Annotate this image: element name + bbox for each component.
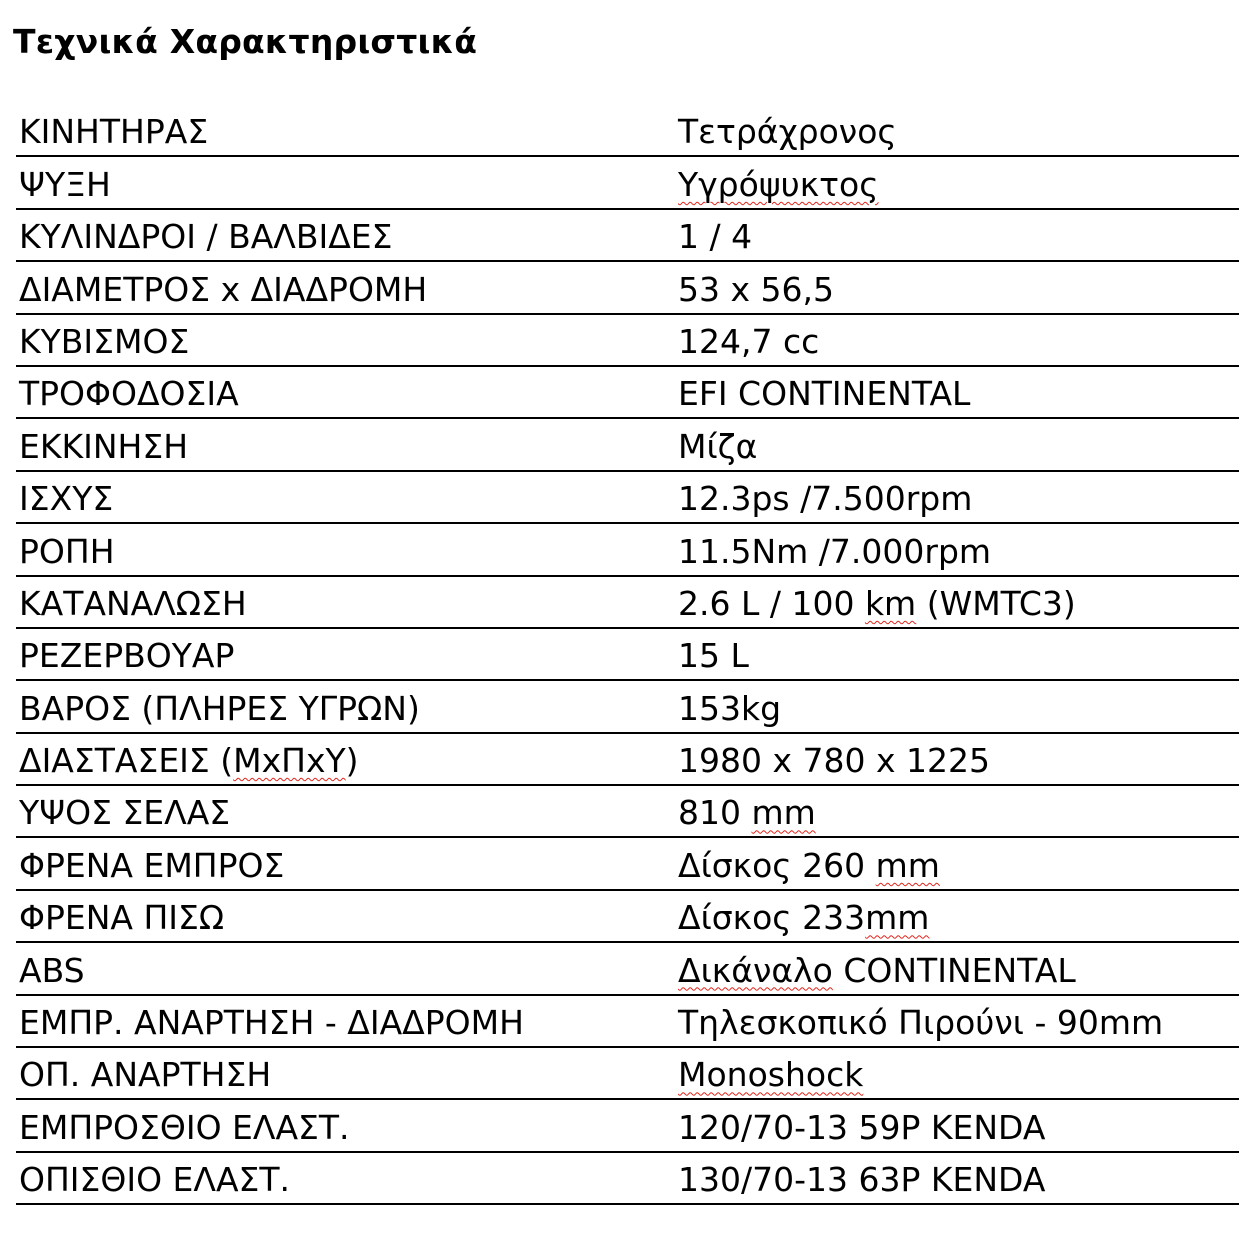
text-segment: 2.6 L / 100	[678, 583, 865, 623]
text-segment: EFI CONTINENTAL	[678, 374, 971, 414]
spellcheck-flagged-text: mm	[875, 845, 940, 885]
spec-row	[16, 262, 1239, 314]
spec-row	[16, 943, 1239, 995]
text-segment: 153kg	[678, 688, 782, 728]
text-segment: )	[345, 741, 359, 781]
spec-value	[678, 427, 757, 467]
text-segment: 12.3ps /7.500rpm	[678, 479, 973, 519]
spec-row	[16, 996, 1239, 1048]
spec-row	[16, 367, 1239, 419]
spec-label: ΥΨΟΣ ΣΕΛΑΣ	[19, 793, 231, 833]
spec-row	[16, 210, 1239, 262]
spec-label: ΚΑΤΑΝΑΛΩΣΗ	[19, 583, 247, 623]
spec-value	[678, 1003, 1163, 1043]
spec-label: ΡΟΠΗ	[19, 531, 115, 571]
spec-label: ΦΡΕΝΑ ΠΙΣΩ	[19, 898, 225, 938]
spec-label: ΟΠΙΣΘΙΟ ΕΛΑΣΤ.	[19, 1160, 291, 1200]
text-segment: Τετράχρονος	[678, 112, 897, 152]
spec-row	[16, 105, 1239, 157]
text-segment: 53 x 56,5	[678, 269, 834, 309]
spellcheck-flagged-text: Monoshock	[678, 1055, 864, 1095]
spec-value	[678, 584, 1076, 624]
spec-value	[678, 689, 781, 729]
text-segment: Τηλεσκοπικό Πιρούνι - 90mm	[678, 1003, 1164, 1043]
spec-label	[19, 741, 359, 781]
spec-value	[678, 846, 940, 886]
spec-label: ΨΥΞΗ	[19, 164, 111, 204]
spec-label: ΕΚΚΙΝΗΣΗ	[19, 426, 189, 466]
spec-label: ΙΣΧΥΣ	[19, 479, 114, 519]
text-segment: 120/70-13 59P KENDA	[678, 1107, 1046, 1147]
spec-row	[16, 419, 1239, 471]
spec-row	[16, 786, 1239, 838]
spec-value	[678, 165, 879, 205]
spec-row	[16, 472, 1239, 524]
text-segment: 1980 x 780 x 1225	[678, 741, 990, 781]
spec-value	[678, 636, 749, 676]
spec-value	[678, 112, 897, 152]
spec-label: ΦΡΕΝΑ ΕΜΠΡΟΣ	[19, 845, 285, 885]
spec-row	[16, 315, 1239, 367]
spec-value	[678, 793, 816, 833]
spec-value	[678, 217, 752, 257]
spellcheck-flagged-text: mm	[865, 898, 930, 938]
spec-value	[678, 479, 972, 519]
spec-value	[678, 951, 1076, 991]
spec-label: ΚΥΛΙΝΔΡΟΙ / ΒΑΛΒΙΔΕΣ	[19, 217, 393, 257]
spec-row	[16, 734, 1239, 786]
text-segment: (WMTC3)	[916, 583, 1076, 623]
document-title: Τεχνικά Χαρακτηριστικά	[13, 22, 478, 61]
text-segment: 15 L	[678, 636, 749, 676]
spec-row	[16, 681, 1239, 733]
spec-value	[678, 1108, 1045, 1148]
text-segment: ΔΙΑΣΤΑΣΕΙΣ (	[19, 741, 234, 781]
spec-row	[16, 1048, 1239, 1100]
spellcheck-flagged-text: km	[864, 583, 917, 623]
text-segment: 810	[678, 793, 752, 833]
text-segment: CONTINENTAL	[832, 950, 1076, 990]
spec-label: ΡΕΖΕΡΒΟΥΑΡ	[19, 636, 235, 676]
spec-row	[16, 891, 1239, 943]
spellcheck-flagged-text: Υγρόψυκτος	[678, 164, 879, 204]
spec-value	[678, 1055, 863, 1095]
spellcheck-flagged-text: Δικάναλο	[678, 950, 833, 990]
spellcheck-flagged-text: ΜxΠxΥ	[233, 741, 346, 781]
spec-value	[678, 270, 834, 310]
spec-row	[16, 577, 1239, 629]
spec-row	[16, 1153, 1239, 1205]
text-segment: 124,7 cc	[678, 321, 820, 361]
spec-row	[16, 838, 1239, 890]
spec-value	[678, 741, 990, 781]
spec-value	[678, 322, 819, 362]
spec-value	[678, 532, 991, 572]
spec-row	[16, 1100, 1239, 1152]
spec-label: ΟΠ. ΑΝΑΡΤΗΣΗ	[19, 1055, 272, 1095]
text-segment: 130/70-13 63P KENDA	[678, 1160, 1046, 1200]
text-segment: 1 / 4	[678, 217, 753, 257]
spec-label: ΚΙΝΗΤΗΡΑΣ	[19, 112, 209, 152]
spec-label: ΔΙΑΜΕΤΡΟΣ x ΔΙΑΔΡΟΜΗ	[19, 269, 428, 309]
spec-value	[678, 374, 970, 414]
spec-label: ΚΥΒΙΣΜΟΣ	[19, 321, 190, 361]
spec-value	[678, 1160, 1045, 1200]
spec-label: ΕΜΠΡ. ΑΝΑΡΤΗΣΗ - ΔΙΑΔΡΟΜΗ	[19, 1003, 524, 1043]
spec-label: ΕΜΠΡΟΣΘΙΟ ΕΛΑΣΤ.	[19, 1107, 350, 1147]
spec-row	[16, 157, 1239, 209]
spec-row	[16, 524, 1239, 576]
spec-label: ΒΑΡΟΣ (ΠΛΗΡΕΣ ΥΓΡΩΝ)	[19, 688, 420, 728]
text-segment: Δίσκος 233	[678, 898, 866, 938]
spec-label: ΤΡΟΦΟΔΟΣΙΑ	[19, 374, 239, 414]
spec-value	[678, 898, 929, 938]
spellcheck-flagged-text: mm	[751, 793, 816, 833]
spec-label: ABS	[19, 950, 85, 990]
text-segment: Δίσκος 260	[678, 845, 876, 885]
specs-table	[16, 105, 1239, 1205]
spec-row	[16, 629, 1239, 681]
text-segment: Μίζα	[678, 426, 758, 466]
text-segment: 11.5Nm /7.000rpm	[678, 531, 992, 571]
